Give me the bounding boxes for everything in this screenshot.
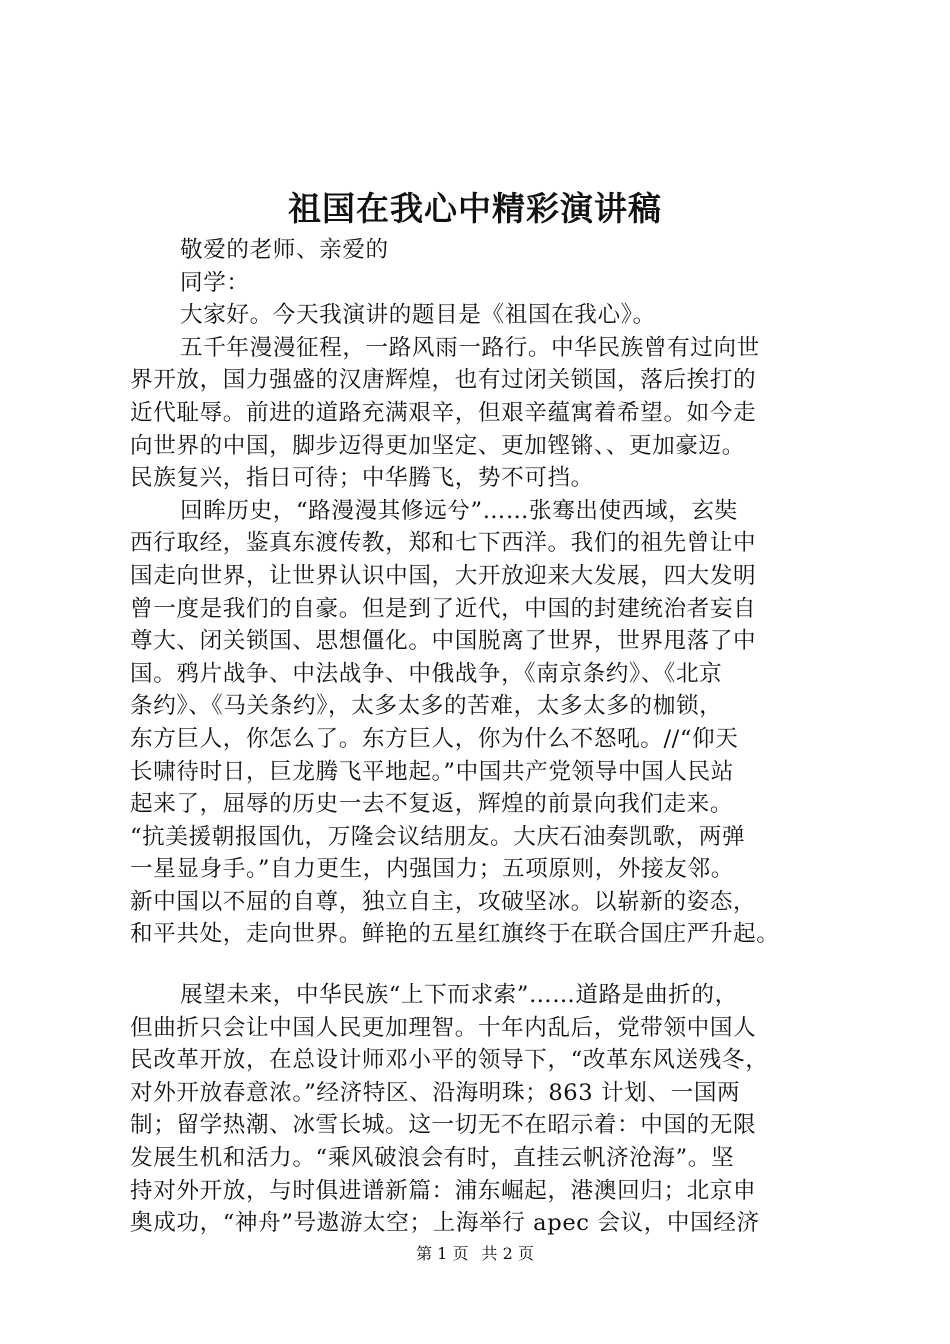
text-line: 持对外开放，与时俱进谱新篇：浦东崛起，港澳回归；北京申 [130, 1177, 757, 1204]
text-line: 西行取经，鉴真东渡传教，郑和七下西洋。我们的祖先曾让中 [130, 530, 757, 557]
text-line: 起来了，屈辱的历史一去不复返，辉煌的前景向我们走来。 [130, 791, 734, 818]
text-line: 国。鸦片战争、中法战争、中俄战争，《南京条约》、《北京 [130, 660, 723, 687]
text-line: 民族复兴，指日可待；中华腾飞，势不可挡。 [130, 465, 594, 492]
text-line: 国走向世界，让世界认识中国，大开放迎来大发展，四大发明 [130, 562, 757, 589]
text-line: 回眸历史，“路漫漫其修远兮”……张骞出使西域，玄奘 [180, 497, 738, 524]
document-title: 祖国在我心中精彩演讲稿 [288, 189, 662, 228]
page-total: 共 2 页 [481, 1244, 534, 1263]
text-line: 对外开放春意浓。”经济特区、沿海明珠；863 计划、一国两 [130, 1079, 741, 1106]
text-line: 尊大、闭关锁国、思想僵化。中国脱离了世界，世界甩落了中 [130, 628, 757, 655]
greeting-line: 敬爱的老师、亲爱的 [180, 237, 389, 263]
text-line: 但曲折只会让中国人民更加理智。十年内乱后，党带领中国人 [130, 1014, 757, 1041]
text-line: 东方巨人，你怎么了。东方巨人，你为什么不怒吼。//“仰天 [130, 725, 739, 752]
text-line: 长啸待时日，巨龙腾飞平地起。”中国共产党领导中国人民站 [130, 758, 734, 785]
page-number: 第 1 页 [416, 1244, 469, 1263]
text-line: 近代耻辱。前进的道路充满艰辛，但艰辛蕴寓着希望。如今走 [130, 399, 757, 426]
text-line: 五千年漫漫征程，一路风雨一路行。中华民族曾有过向世 [180, 334, 760, 361]
text-line: 和平共处，走向世界。鲜艳的五星红旗终于在联合国庄严升起。 [130, 921, 780, 948]
document-body [130, 234, 852, 1240]
opening-line: 大家好。今天我演讲的题目是《祖国在我心》。 [180, 302, 656, 329]
paragraph-3 [130, 979, 852, 1240]
text-line: 新中国以不屈的自尊，独立自主，攻破坚冰。以崭新的姿态， [130, 888, 757, 915]
paragraph-spacer [130, 951, 852, 979]
text-line: “抗美援朝报国仇，万隆会议结朋友。大庆石油奏凯歌，两弹 [130, 823, 746, 850]
text-line: 展望未来，中华民族“上下而求索”……道路是曲折的， [180, 982, 738, 1009]
page-footer [0, 1242, 950, 1266]
paragraph-2 [130, 495, 852, 951]
text-line: 民改革开放，在总设计师邓小平的领导下，“改革东风送残冬， [130, 1047, 769, 1074]
paragraph-1 [130, 332, 852, 495]
text-line: 条约》、《马关条约》，太多太多的苦难，太多太多的枷锁， [130, 693, 723, 720]
text-line: 界开放，国力强盛的汉唐辉煌，也有过闭关锁国，落后挨打的 [130, 367, 757, 394]
text-line: 曾一度是我们的自豪。但是到了近代，中国的封建统治者妄自 [130, 595, 757, 622]
text-line: 向世界的中国，脚步迈得更加坚定、更加铿锵、、更加豪迈。 [130, 432, 745, 459]
text-line: 一星显身手。”自力更生，内强国力；五项原则，外接友邻。 [130, 856, 734, 883]
text-line: 制；留学热潮、冰雪长城。这一切无不在昭示着：中国的无限 [130, 1112, 757, 1139]
text-line: 奥成功，“神舟”号遨游太空；上海举行 apec 会议，中国经济 [130, 1210, 760, 1237]
text-line: 发展生机和活力。“乘风破浪会有时，直挂云帆济沧海”。坚 [130, 1145, 735, 1172]
greeting-line: 同学： [180, 269, 250, 296]
